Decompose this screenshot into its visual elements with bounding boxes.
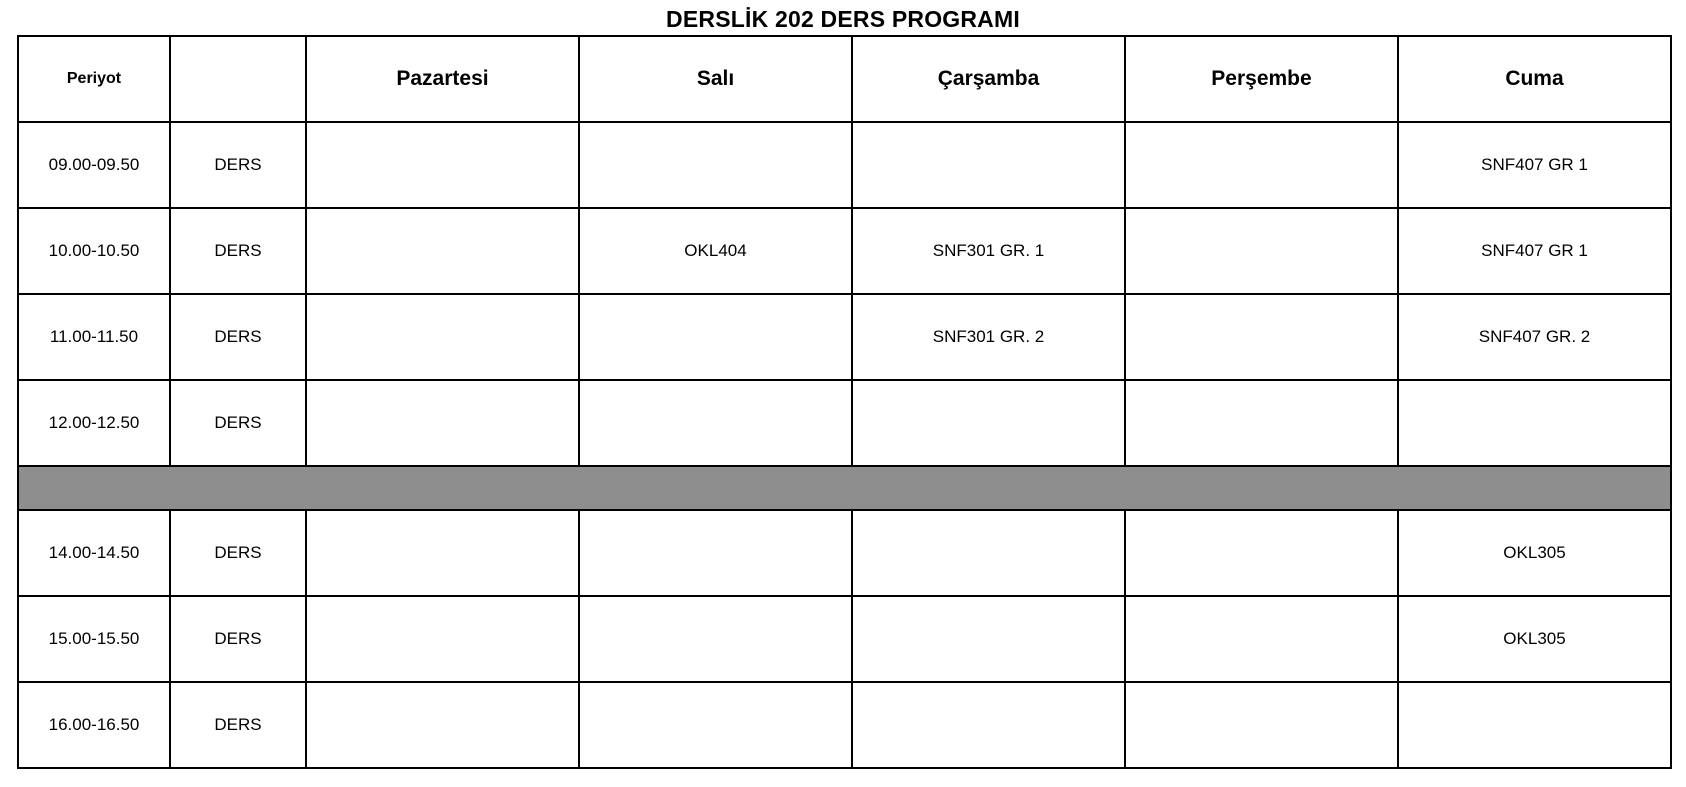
table-row <box>18 380 1671 466</box>
cell-thursday <box>1125 380 1398 466</box>
cell-wednesday <box>852 380 1125 466</box>
cell-tuesday <box>579 294 852 380</box>
cell-friday: SNF407 GR 1 <box>1398 208 1671 294</box>
header-day-friday: Cuma <box>1398 36 1671 122</box>
cell-monday <box>306 208 579 294</box>
period-type: DERS <box>170 380 306 466</box>
period-type: DERS <box>170 294 306 380</box>
cell-thursday <box>1125 596 1398 682</box>
cell-friday: SNF407 GR. 2 <box>1398 294 1671 380</box>
cell-tuesday <box>579 510 852 596</box>
header-day-thursday: Perşembe <box>1125 36 1398 122</box>
cell-monday <box>306 122 579 208</box>
table-row <box>18 294 1671 380</box>
header-day-tuesday: Salı <box>579 36 852 122</box>
period-time: 10.00-10.50 <box>18 208 170 294</box>
period-time: 14.00-14.50 <box>18 510 170 596</box>
table-row <box>18 510 1671 596</box>
period-time: 16.00-16.50 <box>18 682 170 768</box>
cell-monday <box>306 294 579 380</box>
cell-thursday <box>1125 682 1398 768</box>
cell-thursday <box>1125 510 1398 596</box>
period-type: DERS <box>170 510 306 596</box>
cell-tuesday <box>579 596 852 682</box>
cell-tuesday: OKL404 <box>579 208 852 294</box>
header-type <box>170 36 306 122</box>
cell-wednesday: SNF301 GR. 1 <box>852 208 1125 294</box>
period-type: DERS <box>170 122 306 208</box>
cell-tuesday <box>579 380 852 466</box>
cell-wednesday: SNF301 GR. 2 <box>852 294 1125 380</box>
table-row <box>18 208 1671 294</box>
cell-monday <box>306 596 579 682</box>
cell-wednesday <box>852 122 1125 208</box>
cell-friday: SNF407 GR 1 <box>1398 122 1671 208</box>
cell-friday: OKL305 <box>1398 510 1671 596</box>
header-day-monday: Pazartesi <box>306 36 579 122</box>
page-title: DERSLİK 202 DERS PROGRAMI <box>666 6 1020 32</box>
cell-thursday <box>1125 208 1398 294</box>
cell-wednesday <box>852 596 1125 682</box>
period-type: DERS <box>170 682 306 768</box>
table-row <box>18 596 1671 682</box>
cell-tuesday <box>579 682 852 768</box>
header-day-wednesday: Çarşamba <box>852 36 1125 122</box>
cell-monday <box>306 682 579 768</box>
cell-friday <box>1398 682 1671 768</box>
period-type: DERS <box>170 596 306 682</box>
cell-friday <box>1398 380 1671 466</box>
cell-monday <box>306 510 579 596</box>
break-row <box>18 466 1671 510</box>
period-type: DERS <box>170 208 306 294</box>
cell-thursday <box>1125 122 1398 208</box>
cell-wednesday <box>852 682 1125 768</box>
cell-wednesday <box>852 510 1125 596</box>
table-row <box>18 682 1671 768</box>
header-periyot: Periyot <box>18 36 170 122</box>
period-time: 11.00-11.50 <box>18 294 170 380</box>
cell-tuesday <box>579 122 852 208</box>
table-row <box>18 122 1671 208</box>
period-time: 15.00-15.50 <box>18 596 170 682</box>
period-time: 09.00-09.50 <box>18 122 170 208</box>
header-row <box>18 36 1671 122</box>
schedule-table <box>17 35 1672 769</box>
cell-monday <box>306 380 579 466</box>
cell-friday: OKL305 <box>1398 596 1671 682</box>
period-time: 12.00-12.50 <box>18 380 170 466</box>
cell-thursday <box>1125 294 1398 380</box>
lunch-break-band <box>18 466 1671 510</box>
